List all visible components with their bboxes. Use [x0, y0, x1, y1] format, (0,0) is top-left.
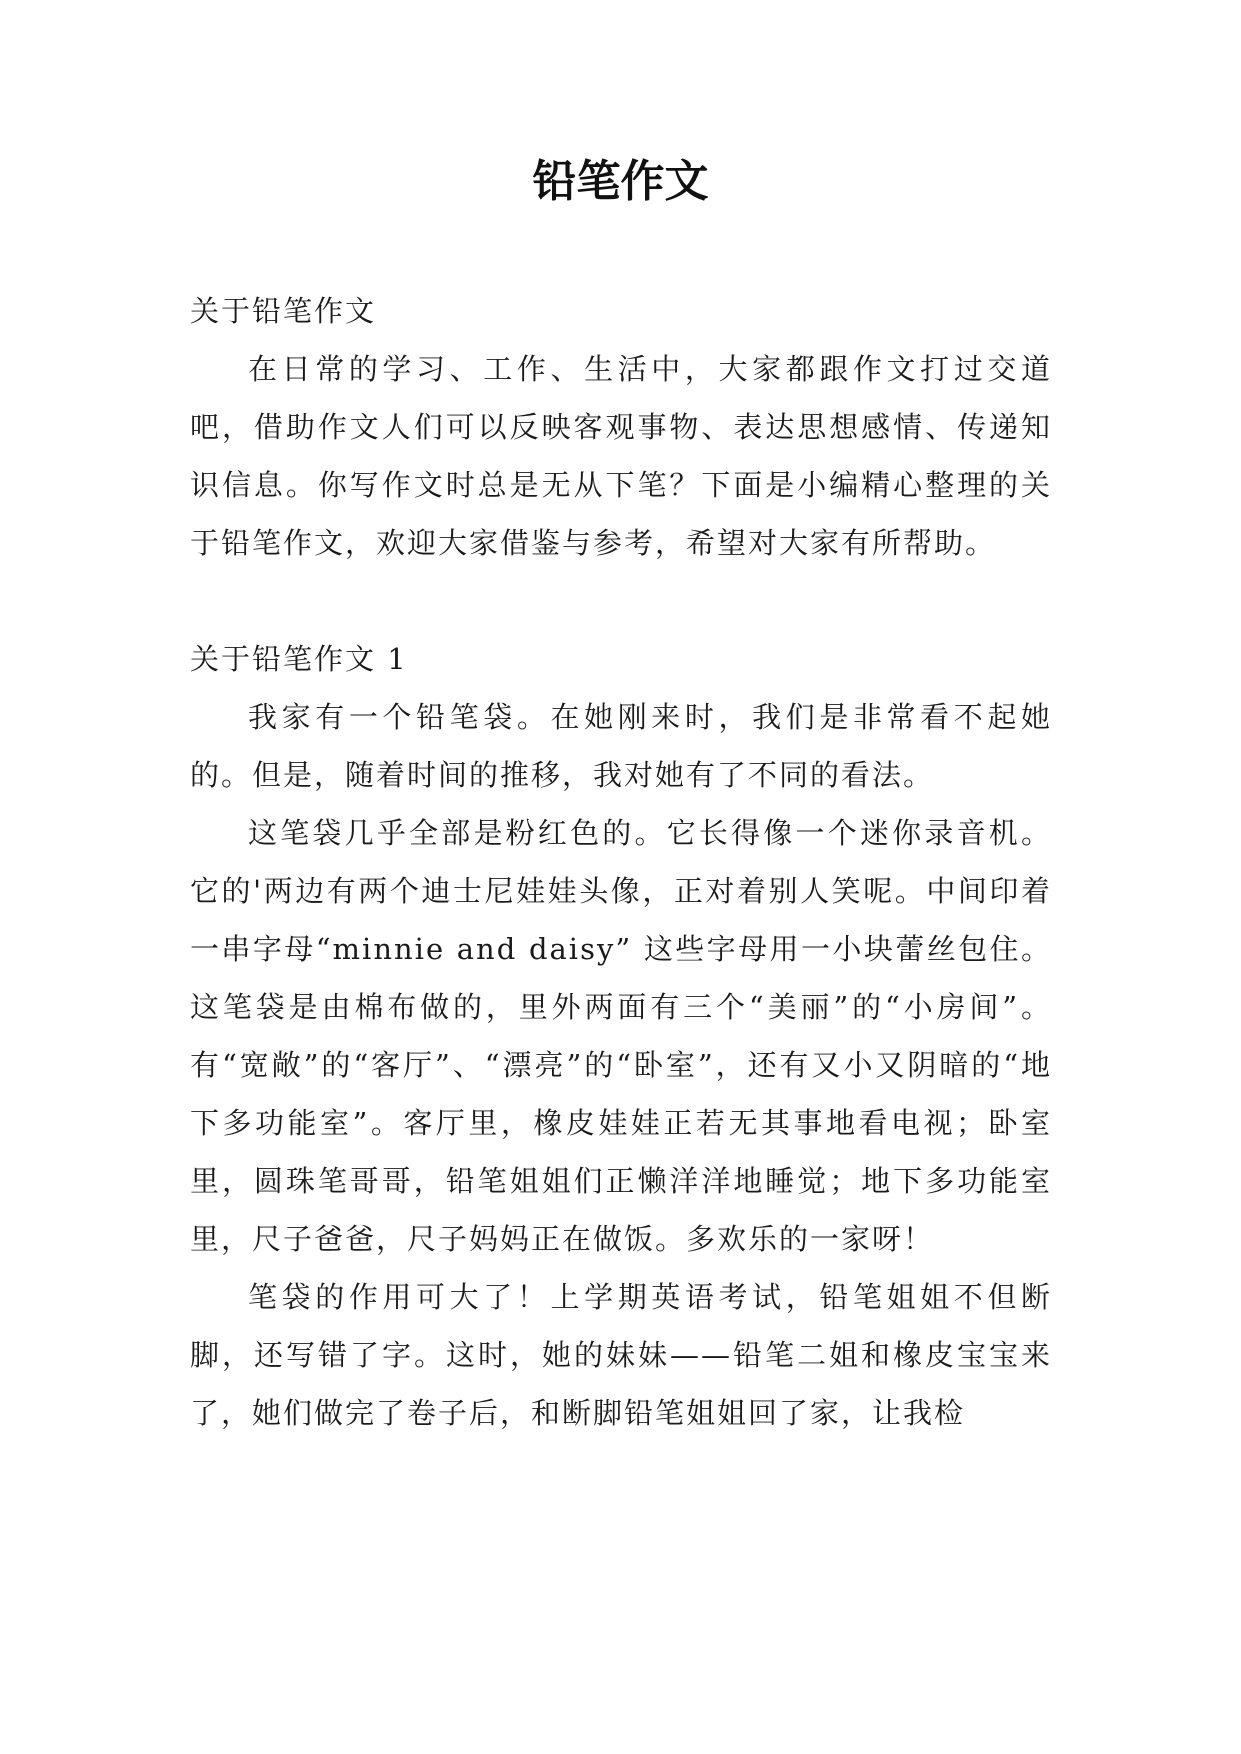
document-body	[190, 282, 1052, 1442]
section-spacer	[190, 572, 1052, 630]
intro-heading: 关于铅笔作文	[190, 294, 377, 328]
section-1-paragraph-1: 我家有一个铅笔袋。在她刚来时，我们是非常看不起她的。但是，随着时间的推移，我对她有了不同的看法。	[190, 700, 1052, 792]
document-title: 铅笔作文	[532, 156, 709, 207]
section-1-paragraph-2: 这笔袋几乎全部是粉红色的。它长得像一个迷你录音机。它的'两边有两个迪士尼娃娃头像，正对着别人笑呢。中间印着一串字母“minnie and daisy” 这些字母用一小块蕾丝包住。这笔袋是由棉布做的，里外两面有三个“美丽”的“小房间”。有“宽敞”的“客厅”、“漂亮”的“卧室”，还有又小又阴暗的“地下多功能室”。客厅里，橡皮娃娃正若无其事地看电视；卧室里，圆珠笔哥哥，铅笔姐姐们正懒洋洋地睡觉；地下多功能室里，尺子爸爸，尺子妈妈正在做饭。多欢乐的一家呀！	[190, 816, 1052, 1256]
section-1-heading: 关于铅笔作文 1	[190, 642, 408, 676]
intro-paragraph: 在日常的学习、工作、生活中，大家都跟作文打过交道吧，借助作文人们可以反映客观事物、表达思想感情、传递知识信息。你写作文时总是无从下笔？下面是小编精心整理的关于铅笔作文，欢迎大家借鉴与参考，希望对大家有所帮助。	[190, 352, 1052, 560]
section-1-paragraph-3: 笔袋的作用可大了！上学期英语考试，铅笔姐姐不但断脚，还写错了字。这时，她的妹妹——铅笔二姐和橡皮宝宝来了，她们做完了卷子后，和断脚铅笔姐姐回了家，让我检	[190, 1280, 1052, 1430]
